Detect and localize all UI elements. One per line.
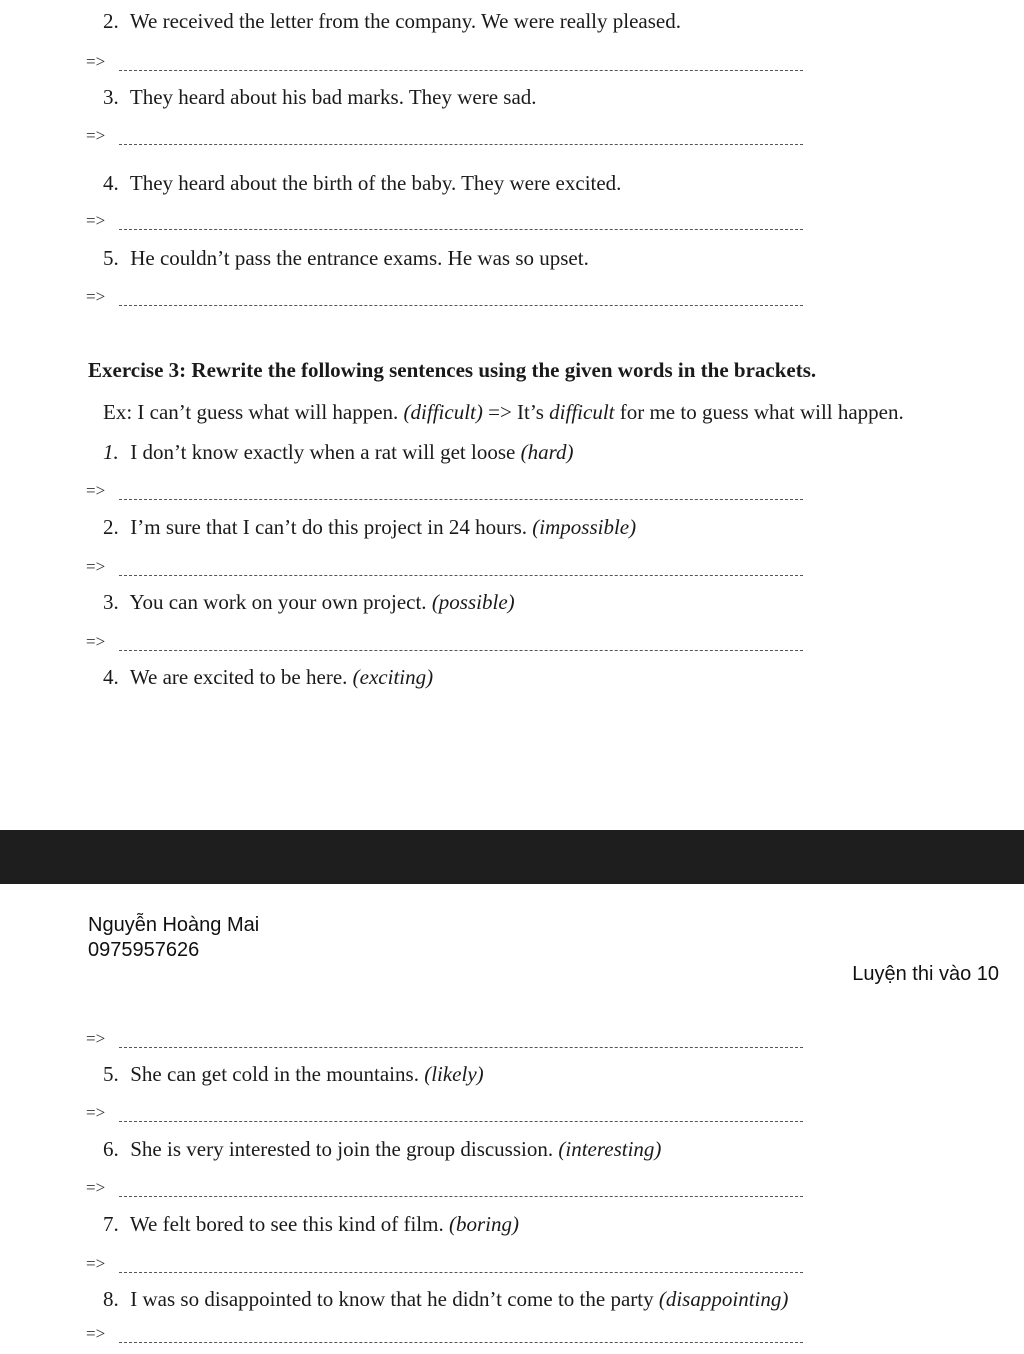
answer-line[interactable] [86,50,806,74]
question-hint: (interesting) [558,1137,662,1161]
answer-line[interactable] [86,1101,806,1125]
ex3-question-1 [103,440,574,464]
answer-arrow: => [86,1254,106,1273]
question-text: I was so disappointed to know that he didn’t come to the party [130,1287,659,1311]
question-hint: (hard) [520,440,574,464]
answer-arrow: => [86,126,106,145]
question-number: 3. [103,590,119,614]
dashed-line [119,1272,803,1273]
ex3-question-4 [103,665,433,689]
question-2 [103,9,681,33]
answer-arrow: => [86,1029,106,1048]
question-text: We received the letter from the company. We were really pleased. [129,9,681,33]
answer-arrow: => [86,211,106,230]
dashed-line [119,650,803,651]
example-sentence [103,400,904,424]
answer-line[interactable] [86,209,806,233]
question-3 [103,85,537,109]
question-4 [103,171,621,195]
question-number: 4. [103,665,119,689]
answer-line[interactable] [86,479,806,503]
answer-arrow: => [86,1178,106,1197]
question-number: 5. [103,1062,119,1086]
dashed-line [119,144,803,145]
exercise-heading: Exercise 3: Rewrite the following sentences using the given words in the brackets. [88,358,817,382]
author-phone: 0975957626 [88,939,200,961]
question-text: They heard about his bad marks. They were sad. [129,85,537,109]
dashed-line [119,499,803,500]
ex3-question-7 [103,1212,519,1236]
example-hint: (difficult) [403,400,483,424]
question-number: 5. [103,246,119,270]
question-hint: (possible) [431,590,515,614]
subject-title: Luyện thi vào 10 [852,963,999,985]
answer-line[interactable] [86,124,806,148]
answer-line[interactable] [86,630,806,654]
dashed-line [119,229,803,230]
answer-arrow: => [86,1324,106,1343]
answer-arrow: => [86,481,106,500]
answer-line[interactable] [86,1027,806,1051]
question-number: 2. [103,9,119,33]
author-name: Nguyễn Hoàng Mai [88,914,260,936]
question-number: 3. [103,85,119,109]
question-number: 6. [103,1137,119,1161]
answer-arrow: => [86,52,106,71]
question-text: We felt bored to see this kind of film. [129,1212,449,1236]
question-hint: (disappointing) [658,1287,789,1311]
question-text: She is very interested to join the group discussion. [130,1137,559,1161]
question-hint: (boring) [448,1212,519,1236]
question-hint: (exciting) [352,665,434,689]
question-text: We are excited to be here. [129,665,353,689]
answer-arrow: => [86,1103,106,1122]
answer-line[interactable] [86,285,806,309]
dashed-line [119,1196,803,1197]
ex3-question-5 [103,1062,484,1086]
answer-line[interactable] [86,1176,806,1200]
question-text: They heard about the birth of the baby. They were excited. [129,171,622,195]
answer-arrow: => [86,632,106,651]
ex3-question-8 [103,1287,788,1311]
page-separator [0,830,1024,884]
example-rest: for me to guess what will happen. [614,400,904,424]
answer-line[interactable] [86,1322,806,1346]
dashed-line [119,70,803,71]
ex3-question-2 [103,515,636,539]
question-text: I don’t know exactly when a rat will get loose [130,440,521,464]
answer-line[interactable] [86,555,806,579]
question-text: She can get cold in the mountains. [130,1062,425,1086]
question-number: 2. [103,515,119,539]
question-5 [103,246,589,270]
example-arrow: => It’s [482,400,550,424]
dashed-line [119,1121,803,1122]
question-text: You can work on your own project. [129,590,432,614]
example-word: difficult [549,400,615,424]
question-hint: (likely) [424,1062,484,1086]
answer-arrow: => [86,287,106,306]
dashed-line [119,305,803,306]
dashed-line [119,575,803,576]
question-text: He couldn’t pass the entrance exams. He was so upset. [130,246,589,270]
answer-line[interactable] [86,1252,806,1276]
ex3-question-3 [103,590,515,614]
question-number: 1. [103,440,119,464]
question-number: 8. [103,1287,119,1311]
example-lead: Ex: I can’t guess what will happen. [103,400,404,424]
ex3-question-6 [103,1137,661,1161]
answer-arrow: => [86,557,106,576]
dashed-line [119,1047,803,1048]
question-text: I’m sure that I can’t do this project in 24 hours. [130,515,533,539]
question-number: 7. [103,1212,119,1236]
dashed-line [119,1342,803,1343]
question-hint: (impossible) [532,515,637,539]
question-number: 4. [103,171,119,195]
